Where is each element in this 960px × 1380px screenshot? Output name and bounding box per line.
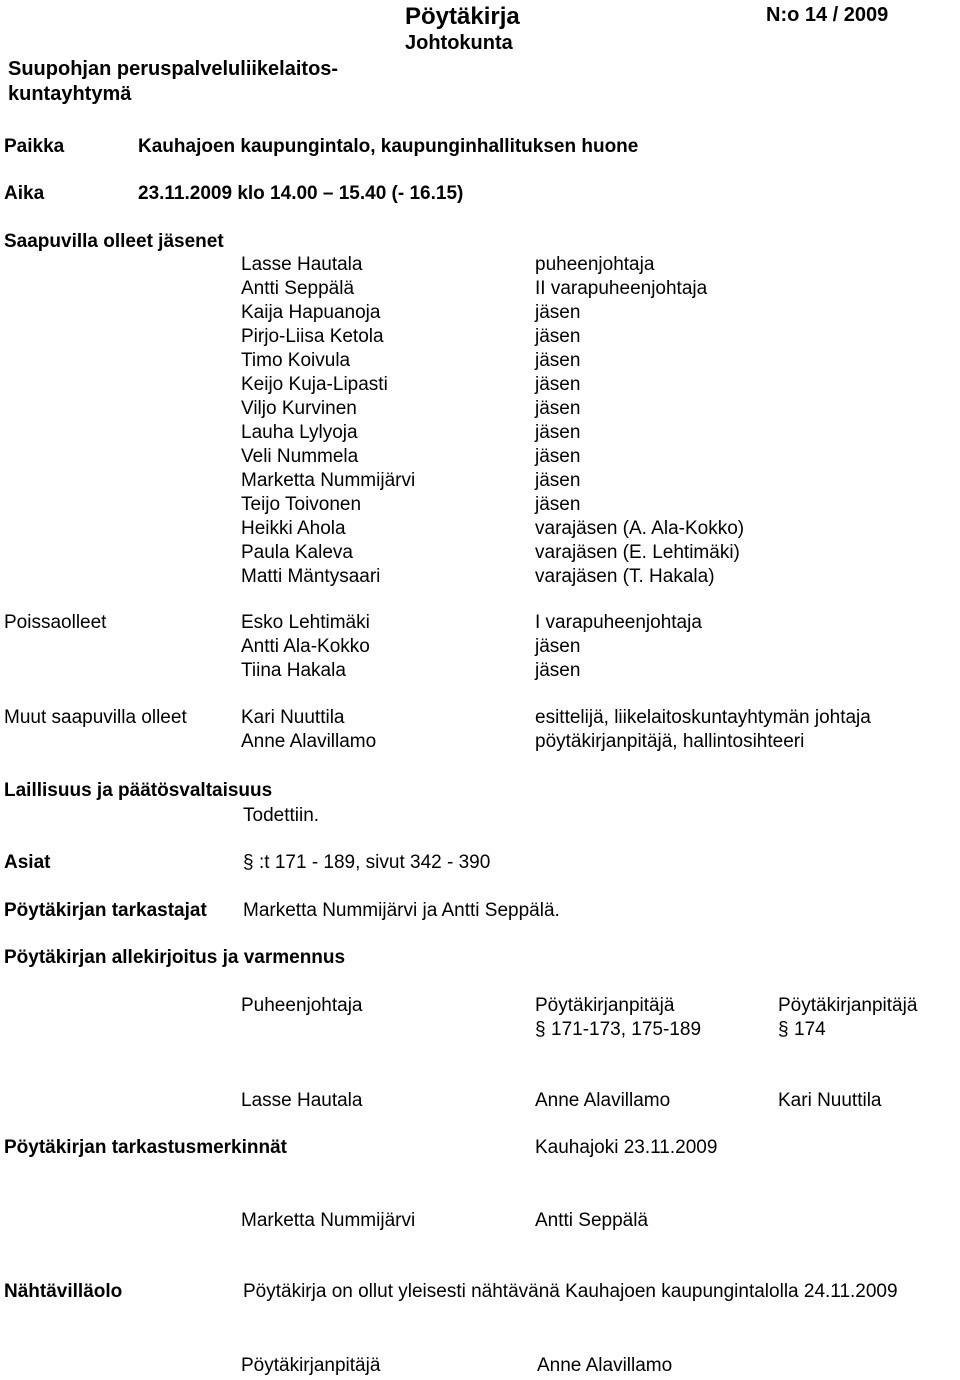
- section-symbol: §: [243, 852, 254, 873]
- display-value: Pöytäkirja on ollut yleisesti nähtävänä Kauhajoen kaupungintalolla 24.11.2009: [243, 1281, 898, 1302]
- legality-value: Todettiin.: [243, 805, 320, 826]
- present-role: jäsen: [535, 470, 581, 491]
- present-role: jäsen: [535, 374, 581, 395]
- present-roles: [535, 253, 744, 589]
- others-label: Muut saapuvilla olleet: [4, 707, 187, 728]
- display-signer-title: Pöytäkirjanpitäjä: [241, 1355, 381, 1376]
- section-symbol: §: [778, 1019, 789, 1040]
- present-name: Paula Kaleva: [241, 542, 353, 563]
- absent-name: Esko Lehtimäki: [241, 612, 370, 633]
- present-role: jäsen: [535, 446, 581, 467]
- present-name: Timo Koivula: [241, 350, 351, 371]
- others-role: pöytäkirjanpitäjä, hallintosihteeri: [535, 731, 805, 752]
- others-label-col: [4, 706, 187, 730]
- others-name: Kari Nuuttila: [241, 707, 345, 728]
- organization-name: Suupohjan peruspalveluliikelaitos-kuntayhtymä: [8, 58, 339, 105]
- present-name: Antti Seppälä: [241, 278, 355, 299]
- absent-role: jäsen: [535, 636, 581, 657]
- present-role: varajäsen (A. Ala-Kokko): [535, 518, 745, 539]
- present-names: [241, 253, 415, 589]
- present-name: Veli Nummela: [241, 446, 359, 467]
- display-label: Nähtävilläolo: [4, 1281, 123, 1302]
- review-name-1: Marketta Nummijärvi: [241, 1210, 416, 1231]
- present-name: Lasse Hautala: [241, 254, 363, 275]
- matters-label: Asiat: [4, 852, 51, 873]
- signature-col2-sections: § 171-173, 175-189: [535, 1019, 702, 1040]
- present-name: Heikki Ahola: [241, 518, 346, 539]
- present-role: jäsen: [535, 326, 581, 347]
- section-symbol: §: [535, 1019, 546, 1040]
- matters-line: [243, 853, 490, 872]
- present-label: Saapuvilla olleet jäsenet: [4, 231, 224, 252]
- document-body: Johtokunta: [405, 32, 513, 54]
- present-name: Teijo Toivonen: [241, 494, 362, 515]
- absent-name: Tiina Hakala: [241, 660, 346, 681]
- display-signer-name: Anne Alavillamo: [537, 1355, 673, 1376]
- absent-names: [241, 611, 370, 683]
- document-type: Pöytäkirja: [405, 3, 520, 30]
- signature-col1-title: Puheenjohtaja: [241, 995, 363, 1016]
- present-name: Viljo Kurvinen: [241, 398, 357, 419]
- present-name: Keijo Kuja-Lipasti: [241, 374, 388, 395]
- others-name: Anne Alavillamo: [241, 731, 377, 752]
- present-name: Matti Mäntysaari: [241, 566, 381, 587]
- matters-value: :t 171 - 189, sivut 342 - 390: [259, 852, 491, 873]
- present-role: puheenjohtaja: [535, 254, 655, 275]
- signature-col2-title: Pöytäkirjanpitäjä: [535, 995, 675, 1016]
- document-number: N:o 14 / 2009: [766, 4, 889, 26]
- present-name: Pirjo-Liisa Ketola: [241, 326, 384, 347]
- absent-role: jäsen: [535, 660, 581, 681]
- inspectors-label: Pöytäkirjan tarkastajat: [4, 900, 207, 921]
- present-name: Kaija Hapuanoja: [241, 302, 381, 323]
- inspectors-value: Marketta Nummijärvi ja Antti Seppälä.: [243, 900, 560, 921]
- signature-col2-name: Anne Alavillamo: [535, 1090, 671, 1111]
- place-value: Kauhajoen kaupungintalo, kaupunginhallituksen huone: [138, 136, 639, 157]
- time-value: 23.11.2009 klo 14.00 – 15.40 (- 16.15): [138, 183, 464, 204]
- others-role: esittelijä, liikelaitoskuntayhtymän johtaja: [535, 707, 871, 728]
- absent-role: I varapuheenjohtaja: [535, 612, 702, 633]
- present-role: II varapuheenjohtaja: [535, 278, 708, 299]
- signature-col3-name: Kari Nuuttila: [778, 1090, 882, 1111]
- present-role: varajäsen (T. Hakala): [535, 566, 715, 587]
- present-role: varajäsen (E. Lehtimäki): [535, 542, 740, 563]
- present-role: jäsen: [535, 302, 581, 323]
- review-name-2: Antti Seppälä: [535, 1210, 649, 1231]
- others-roles: [535, 706, 871, 754]
- legality-label: Laillisuus ja päätösvaltaisuus: [4, 780, 273, 801]
- signature-col3-sections: § 174: [778, 1019, 826, 1040]
- place-label: Paikka: [4, 136, 65, 157]
- present-name: Lauha Lylyoja: [241, 422, 358, 443]
- time-label: Aika: [4, 183, 45, 204]
- present-name: Marketta Nummijärvi: [241, 470, 416, 491]
- present-role: jäsen: [535, 398, 581, 419]
- review-place-date: Kauhajoki 23.11.2009: [535, 1137, 718, 1158]
- absent-label-col: [4, 611, 106, 635]
- present-role: jäsen: [535, 350, 581, 371]
- signature-col1-name: Lasse Hautala: [241, 1090, 363, 1111]
- present-role: jäsen: [535, 422, 581, 443]
- absent-label: Poissaolleet: [4, 612, 107, 633]
- review-label: Pöytäkirjan tarkastusmerkinnät: [4, 1137, 288, 1158]
- others-names: [241, 706, 376, 754]
- absent-name: Antti Ala-Kokko: [241, 636, 370, 657]
- absent-roles: [535, 611, 702, 683]
- signatures-label: Pöytäkirjan allekirjoitus ja varmennus: [4, 947, 346, 968]
- signature-col3-title: Pöytäkirjanpitäjä: [778, 995, 918, 1016]
- present-role: jäsen: [535, 494, 581, 515]
